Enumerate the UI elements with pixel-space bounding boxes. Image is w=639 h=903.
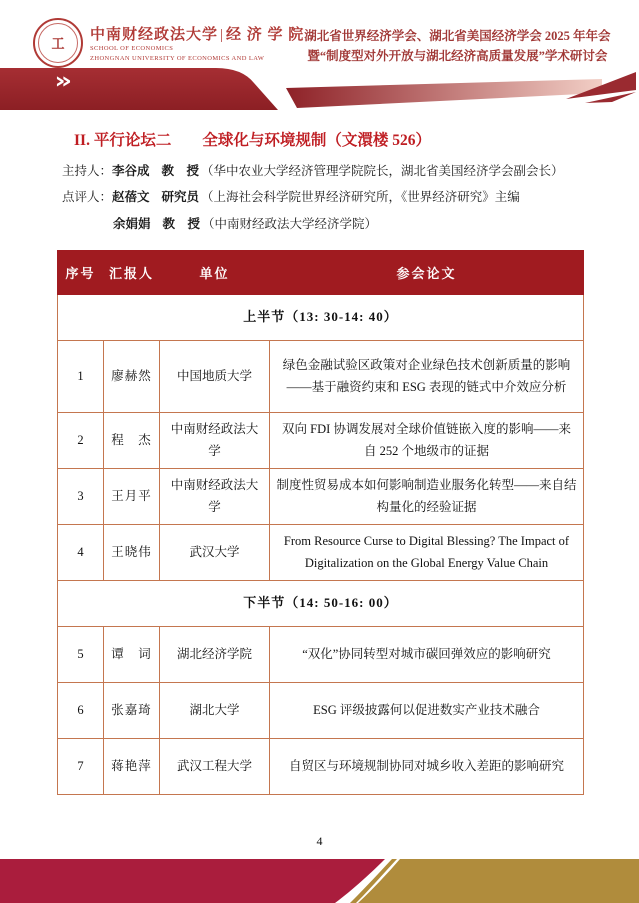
cell-speaker: 蒋艳萍 [104, 739, 160, 795]
banner-left-block [0, 68, 278, 110]
table-row [58, 413, 584, 469]
cell-affiliation: 中南财经政法大学 [160, 413, 270, 469]
conference-title [304, 26, 610, 66]
col-header-no: 序号 [58, 251, 104, 295]
cell-speaker: 谭 词 [104, 627, 160, 683]
footer-banner-svg [0, 859, 639, 903]
page-number: 4 [316, 834, 323, 848]
conference-title-line2: 暨“制度型对外开放与湖北经济高质量发展”学术研讨会 [307, 49, 608, 63]
cell-affiliation: 湖北经济学院 [160, 627, 270, 683]
cell-affiliation: 湖北大学 [160, 683, 270, 739]
university-seal-icon [33, 18, 83, 68]
session2-band-row [58, 581, 584, 627]
commentator-row-1 [62, 184, 605, 210]
cell-no: 6 [58, 683, 104, 739]
cell-paper: 绿色金融试验区政策对企业绿色技术创新质量的影响——基于融资约束和 ESG 表现的链式中介效应分析 [270, 341, 584, 413]
cell-speaker: 王晓伟 [104, 525, 160, 581]
page-header [33, 18, 609, 68]
host-row [62, 158, 605, 184]
cell-speaker: 程 杰 [104, 413, 160, 469]
cell-paper: From Resource Curse to Digital Blessing? The Impact of Digitalization on the Global Energy Value Chain [270, 525, 584, 581]
cell-no: 7 [58, 739, 104, 795]
table-row [58, 525, 584, 581]
banner-chevrons-icon: » [54, 69, 71, 94]
forum-title: II. 平行论坛二 全球化与环境规制（文澴楼 526） [74, 132, 431, 149]
seal-monogram: 工 [51, 34, 65, 52]
col-header-affiliation: 单位 [160, 251, 270, 295]
commentator2-name: 余娟娟 [113, 216, 151, 231]
cell-paper: 自贸区与环境规制协同对城乡收入差距的影响研究 [270, 739, 584, 795]
commentator1-name: 赵蓓文 [112, 190, 150, 205]
table-row [58, 341, 584, 413]
table-header-row [58, 251, 584, 295]
host-affiliation: （华中农业大学经济管理学院院长，湖北省美国经济学会副会长） [201, 164, 564, 178]
header-banner-graphic [0, 66, 639, 112]
table-row [58, 469, 584, 525]
cell-paper: ESG 评级披露何以促进数实产业技术融合 [270, 683, 584, 739]
commentator2-title: 教 授 [162, 216, 201, 231]
commentator1-title: 研究员 [161, 190, 200, 205]
cell-affiliation: 中国地质大学 [160, 341, 270, 413]
session1-label: 上半节（13: 30-14: 40） [58, 295, 584, 341]
cell-affiliation: 武汉大学 [160, 525, 270, 581]
cell-speaker: 王月平 [104, 469, 160, 525]
cell-no: 1 [58, 341, 104, 413]
cell-paper: 制度性贸易成本如何影响制造业服务化转型——来自结构量化的经验证据 [270, 469, 584, 525]
col-header-paper: 参会论文 [270, 251, 584, 295]
logo-text [90, 23, 304, 64]
table-row [58, 683, 584, 739]
logo-cn-name: 中南财经政法大学 | 经 济 学 院 [90, 26, 305, 43]
conference-title-line1: 湖北省世界经济学会、湖北省美国经济学会 2025 年年会 [304, 29, 611, 43]
logo-en-line2: ZHONGNAN UNIVERSITY OF ECONOMICS AND LAW [90, 54, 265, 62]
session2-label: 下半节（14: 50-16: 00） [58, 581, 584, 627]
col-header-speaker: 汇报人 [104, 251, 160, 295]
session1-band-row [58, 295, 584, 341]
cell-no: 5 [58, 627, 104, 683]
header-banner-svg [0, 66, 639, 112]
banner-stripe [286, 79, 602, 108]
cell-affiliation: 中南财经政法大学 [160, 469, 270, 525]
cell-no: 3 [58, 469, 104, 525]
university-logo [33, 18, 304, 68]
logo-divider: | [220, 26, 225, 43]
table-row [58, 627, 584, 683]
cell-speaker: 张嘉琦 [104, 683, 160, 739]
commentator2-affiliation: （中南财经政法大学经济学院） [202, 216, 378, 231]
table-row [58, 739, 584, 795]
cell-affiliation: 武汉工程大学 [160, 739, 270, 795]
commentator-row-2 [62, 211, 605, 237]
host-title: 教 授 [161, 164, 200, 178]
host-name: 李谷成 [112, 164, 150, 178]
host-label: 主持人： [62, 164, 113, 178]
cell-no: 4 [58, 525, 104, 581]
cell-paper: 双向 FDI 协调发展对全球价值链嵌入度的影响——来自 252 个地级市的证据 [270, 413, 584, 469]
footer-banner-graphic [0, 859, 639, 903]
cell-no: 2 [58, 413, 104, 469]
papers-table [57, 250, 584, 795]
commentator-label: 点评人： [62, 190, 113, 205]
logo-en-line1: SCHOOL OF ECONOMICS [90, 44, 174, 52]
commentator1-affiliation: （上海社会科学院世界经济研究所，《世界经济研究》主编 [201, 190, 520, 205]
cell-speaker: 廖赫然 [104, 341, 160, 413]
session-people [62, 158, 605, 237]
cell-paper: “双化”协同转型对城市碳回弹效应的影响研究 [270, 627, 584, 683]
